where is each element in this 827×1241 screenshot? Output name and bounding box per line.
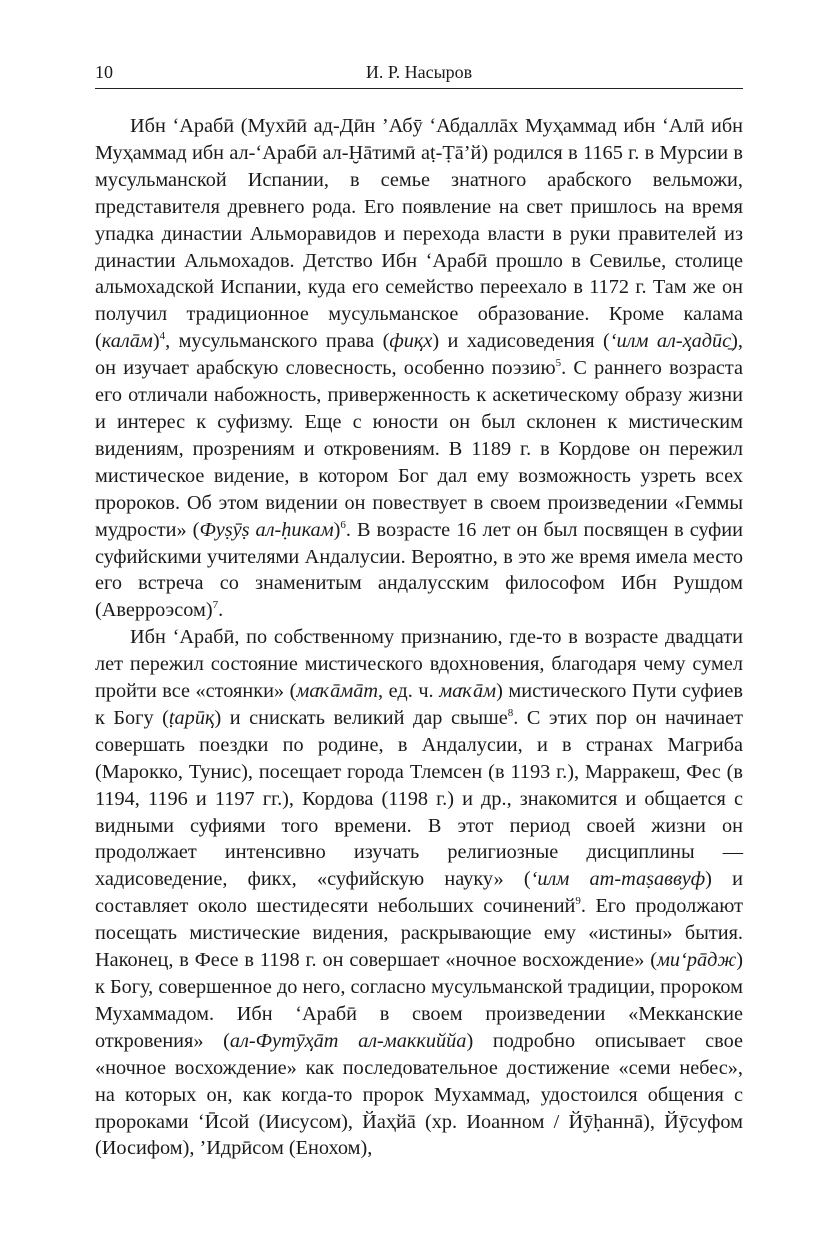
italic-term: Фуṣӯṣ ал-ḥикам (199, 518, 334, 541)
text-run: Ибн ‘Арабӣ, по собственному признанию, где-то в возрасте двадцати лет пережил состояние мистического вдохновения, благодаря чему сумел пройти все «стоянки» ( (95, 626, 743, 703)
footnote-ref: 5 (555, 357, 562, 370)
text-run: . С раннего возраста его отличали набожность, приверженность к аскетическому образу жизни и интерес к суфизму. Еще с юности он был склонен к мистическим видениям, прозрениям и откровениям. В 1189 г. в Кордове он пережил мистическое видение, в котором Бог дал ему возможность узреть всех пророков. Об этом видении он повествует в своем произведении «Геммы мудрости» ( (95, 357, 743, 541)
footnote-ref: 4 (159, 330, 166, 343)
italic-term: ‘илм ал-ҳадӣс̱ (609, 330, 732, 353)
text-run: . (218, 599, 224, 622)
italic-term: ‘илм ат-таṣаввуф (530, 868, 706, 891)
paragraph (95, 113, 743, 624)
text-run: ) к Богу, совершенное до него, согласно мусульманской традиции, пророком Мухаммадом. Ибн ‘Арабӣ в своем произведении «Мекканские откровения» ( (95, 949, 743, 1052)
italic-term: маҡāмāт (296, 680, 379, 703)
text-run: . С этих пор он начинает совершать поездки по родине, в Андалусии, и в странах Магриба (Марокко, Тунис), посещает города Тлемсен (в 1193 г.), Марракеш, Фес (в 1194, 1196 и 1197 гг.), Кордова (1198 г.) и др., знакомится и общается с видными суфиями того времени. В этот период своей жизни он продолжает интенсивно изучать религиозные дисциплины — хадисоведение, фикх, «суфийскую науку» ( (95, 706, 744, 891)
italic-term: калāм (101, 330, 153, 353)
italic-term: ми‘рāдж (656, 949, 737, 972)
italic-term: ṭарӣқ (168, 706, 215, 729)
page-number: 10 (95, 62, 113, 82)
text-run: , ед. ч. (378, 680, 440, 703)
running-header (95, 58, 743, 89)
text-run: Ибн ‘Арабӣ (Мухӣӣ ад-Дӣн ’Абӯ ‘Абдаллāх Муҳаммад ибн ‘Алӣ ибн Муҳаммад ибн ал-‘Арабӣ ал-Ḫāтимӣ аṭ-Ṭā’й) родился в 1165 г. в Мурсии в мусульманской Испании, в семье знатного арабского вельможи, представителя древнего рода. Его появление на свет пришлось на время упадка династии Альморавидов и перехода власти в руки правителей из династии Альмохадов. Детство Ибн ‘Арабӣ прошло в Севилье, столице альмохадской Испании, куда его семейство переехало в 1172 г. Там же он получил традиционное мусульманское образование. Кроме калама ( (95, 115, 743, 353)
italic-term: маҡāм (439, 680, 497, 703)
running-title: И. Р. Насыров (365, 62, 473, 82)
paragraph (95, 624, 743, 1162)
text-run: ) мистического Пути суфиев к Богу ( (95, 680, 743, 729)
text-run: ), он изучает арабскую словесность, особенно поэзию (95, 330, 743, 380)
italic-term: фиқх (389, 330, 433, 353)
text-run: . В возрасте 16 лет он был посвящен в суфии суфийскими учителями Андалусии. Вероятно, в это же время имела место его встреча со знаменитым андалусским философом Ибн Рушдом (Аверроэсом) (95, 518, 743, 622)
footnote-ref: 9 (575, 895, 581, 908)
text-run: ) и снискать великий дар свыше (214, 706, 508, 729)
text-run: , мусульманского права ( (165, 330, 390, 353)
body-text (95, 113, 743, 1162)
text-run: ) и хадисоведения ( (432, 330, 610, 353)
footnote-ref: 6 (340, 518, 346, 531)
italic-term: ал-Футӯҳāт ал-маккиййа (229, 1029, 467, 1052)
text-run: ) подробно описывает свое «ночное восхождение» как последовательное достижение «семи небес», на которых он, как когда-то пророк Мухаммад, удостоился общения с пророками ‘Ӣсой (Иисусом), Йаҳйā (хр. Иоанном / Йӯḥаннā), Йӯсуфом (Иосифом), ’Идрӣсом (Енохом), (95, 1029, 743, 1160)
text-run: ) (152, 330, 160, 353)
footnote-ref: 7 (212, 599, 219, 612)
text-run: . Его продолжают посещать мистические видения, раскрывающие ему «истины» бытия. Наконец, в Фесе в 1198 г. он совершает «ночное восхождение» ( (95, 895, 743, 972)
text-run: ) и составляет около шестидесяти небольших сочинений (95, 868, 743, 918)
footnote-ref: 8 (507, 706, 514, 719)
text-run: ) (333, 518, 341, 541)
